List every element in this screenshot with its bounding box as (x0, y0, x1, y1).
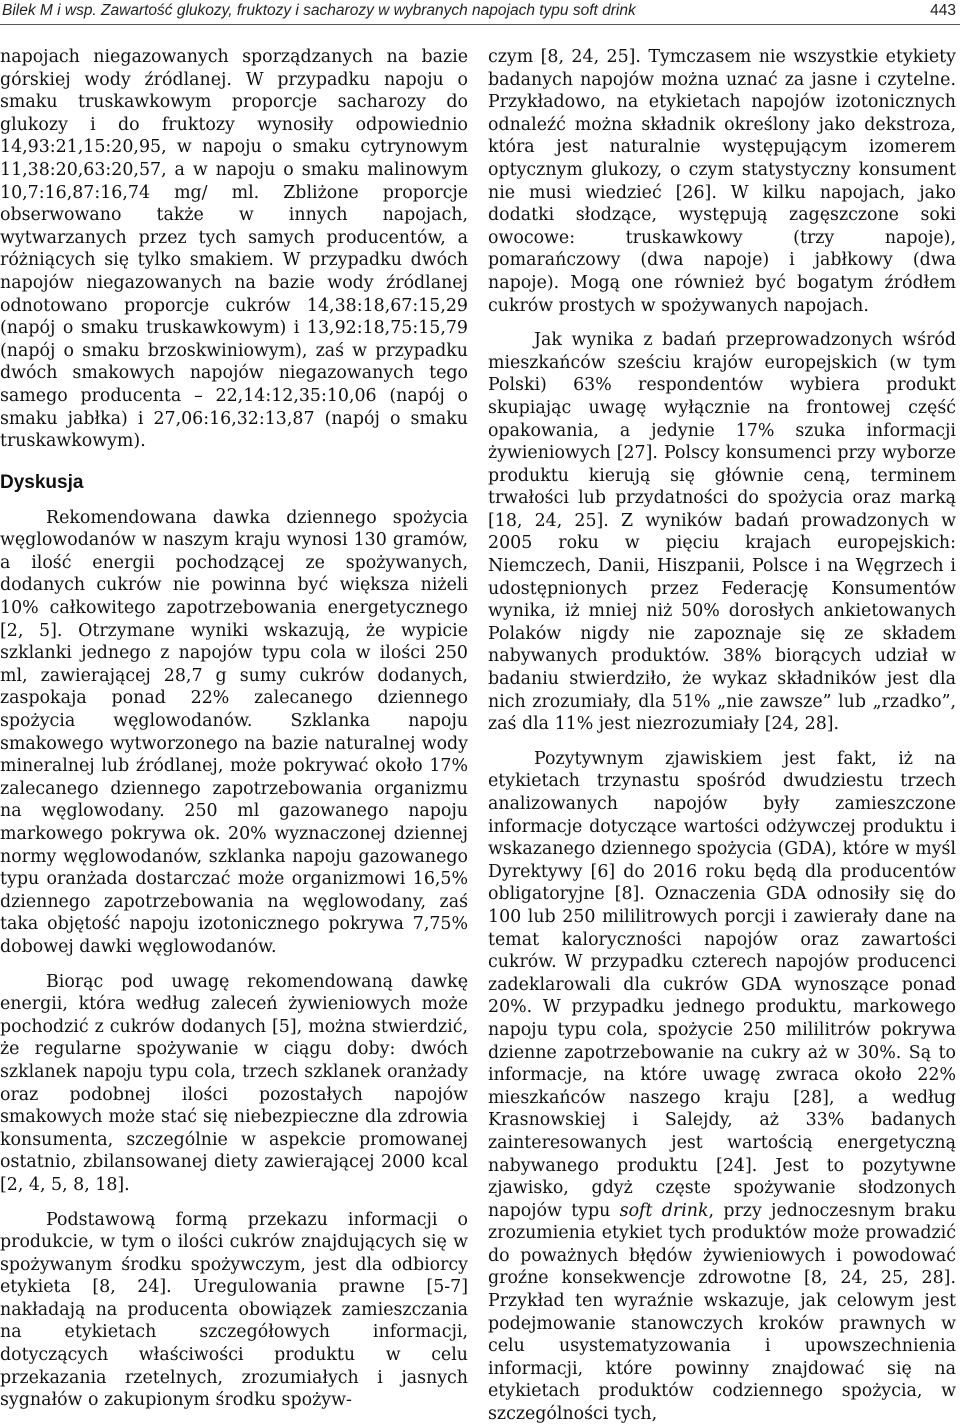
right-column (488, 46, 957, 1425)
paragraph-recommended-dose: Rekomendowana dawka dziennego spożycia węglowodanów w naszym kraju wynosi 130 gramów, a ilość energii pochodzącej ze spożywanych, dodanych cukrów nie powinna być większa niżeli 10% całkowitego zapotrzebowania energetycznego [2, 5]. Otrzymane wyniki wskazują, że wypicie szklanki jednego z napojów typu cola w ilości 250 ml, zawierającej 28,7 g sumy cukrów dodanych, zaspokaja ponad 22% zalecanego dziennego spożycia węglowodanów. Szklanka napoju smakowego wytworzonego na bazie naturalnej wody mineralnej lub źródlanej, może pokrywać około 17% zalecanego dziennego zapotrzebowania organizmu na węglowodany. 250 ml gazowanego napoju markowego pokrywa ok. 20% wyznaczonej dziennej normy węglowodanów, szklanka napoju gazowanego typu oranżada dostarczać może organizmowi 16,5% dziennego zapotrzebowania na węglowodany, zaś taka objętość napoju izotonicznego pokrywa 7,75% dobowej dawki węglowodanów. (0, 507, 468, 957)
section-heading-discussion: Dyskusja (0, 471, 84, 493)
header-divider (0, 24, 960, 25)
paragraph-gda-labels (488, 748, 956, 1426)
running-title: Bilek M i wsp. Zawartość glukozy, fruktozy i sacharozy w wybranych napojach typu soft drink (2, 2, 636, 19)
paragraph-energy-intake: Biorąc pod uwagę rekomendowaną dawkę energii, która według zaleceń żywieniowych może pochodzić z cukrów dodanych [5], można stwierdzić, że regularne spożywanie w ciągu doby: dwóch szklanek napoju typu cola, trzech szklanek oranżady oraz podobnej ilości pozostałych napojów smakowych może stać się niebezpieczne dla zdrowia konsumenta, szczególnie w aspekcie promowanej ostatnio, zbilansowanej diety zawierającej 2000 kcal [2, 4, 5, 8, 18]. (0, 971, 468, 1195)
paragraph-results-continued: napojach niegazowanych sporządzanych na bazie górskiej wody źródlanej. W przypadku napoju o smaku truskawkowym proporcje sacharozy do glukozy i do fruktozy wynosiły odpowiednio 14,93:21,15:20,95, w napoju o smaku cytrynowym 11,38:20,63:20,57, a w napoju o smaku malinowym 10,7:16,87:16,74 mg/ ml. Zbliżone proporcje obserwowano także w innych napojach, wytwarzanych przez tych samych producentów, a różniących się tylko smakiem. W przypadku dwóch napojów niegazowanych na bazie wody źródlanej odnotowano proporcje cukrów 14,38:18,67:15,29 (napój o smaku truskawkowym) i 13,92:18,75:15,79 (napój o smaku brzoskwiniowym), zaś w przypadku dwóch smakowych napojów niegazowanych tego samego producenta – 22,14:12,35:10,06 (napój o smaku jabłka) i 27,06:16,32:13,87 (napój o smaku truskawkowym). (0, 47, 468, 452)
gda-text-part-1: Pozytywnym zjawiskiem jest fakt, iż na etykietach trzynastu spośród dwudziestu trzech analizowanych napojów były zamieszczone informacje dotyczące wartości odżywczej produktu i wskazanego dziennego spożycia (GDA), które w myśl Dyrektywy [6] do 2016 roku będą dla producentów obligatoryjne [8]. Oznaczenia GDA odnosiły się do 100 lub 250 mililitrowych porcji i zawierały dane na temat kaloryczności napojów oraz zawartości cukrów. W przypadku czterech napojów producenci zadeklarowali dla cukrów GDA wynoszące ponad 20%. W przypadku jednego produktu, markowego napoju typu cola, spożycie 250 mililitrów pokrywa dzienne zapotrzebowanie na cukry aż w 30%. Są to informacje, na które uwagę zwraca około 22% mieszkańców naszego kraju [28], a według Krasnowskiej i Salejdy, aż 33% badanych zainteresowanych jest wartością energetyczną nabywanego produktu [24]. Jest to pozytywne zjawisko, gdyż częste spożywanie słodzonych napojów typu (488, 748, 956, 1221)
paragraph-label-clarity: czym [8, 24, 25]. Tymczasem nie wszystkie etykiety badanych napojów można uznać za jasne i czytelne. Przykładowo, na etykietach napojów izotonicznych odnaleźć można składnik określony jako dekstroza, która jest naturalnie występującym izomerem optycznym glukozy, o czym statystyczny konsument nie musi wiedzieć [26]. W kilku napojach, jako dodatki słodzące, występują zagęszczone soki owocowe: truskawkowy (trzy napoje), pomarańczowy (dwa napoje) i jabłkowy (dwa napoje). Mogą one również być bogatym źródłem cukrów prostych w spożywanych napojach. (488, 47, 956, 316)
running-header (0, 0, 960, 26)
left-column (0, 46, 468, 1411)
paragraph-consumer-survey: Jak wynika z badań przeprowadzonych wśród mieszkańców sześciu krajów europejskich (w tym Polski) 63% respondentów wybiera produkt skupiając uwagę wyłącznie na frontowej część opakowania, a jedynie 17% szuka informacji żywieniowych [27]. Polscy konsumenci przy wyborze produktu kierują się głównie ceną, terminem trwałości lub przydatności do spożycia oraz marką [18, 24, 25]. Z wyników badań prowadzonych w 2005 roku w pięciu krajach europejskich: Niemczech, Danii, Hiszpanii, Polsce i na Węgrzech i udostępnionych przez Federację Konsumentów wynika, iż mniej niż 50% dorosłych ankietowanych Polaków nigdy nie zapoznaje się ze składem nabywanych produktów. 38% biorących udział w badaniu stwierdziło, że wykaz składników jest dla nich zrozumiały, dla 51% „nie zawsze” lub „rzadko”, zaś dla 11% jest niezrozumiały [24, 28]. (488, 330, 956, 735)
soft-drink-term: soft drink (619, 1200, 709, 1221)
page-number: 443 (930, 2, 956, 19)
gda-text-part-2: , przy jednoczesnym braku zrozumienia etykiet tych produktów może prowadzić do poważnych błędów żywieniowych i powodować groźne konsekwencje zdrowotne [8, 24, 25, 28]. Przykład ten wyraźnie wskazuje, jak celowym jest podejmowanie stanowczych kroków prawnych w celu usystematyzowania i upowszechnienia informacji, które powinny znajdować się na etykietach produktów codziennego spożycia, w szczególności tych, (488, 1200, 957, 1425)
paragraph-label-information: Podstawową formą przekazu informacji o produkcie, w tym o ilości cukrów znajdujących się w spożywanym środku spożywczym, jest dla odbiorcy etykieta [8, 24]. Uregulowania prawne [5-7] nakładają na producenta obowiązek zamieszczania na etykietach szczegółowych informacji, dotyczących właściwości produktu w celu przekazania rzetelnych, zrozumiałych i jasnych sygnałów o zakupionym środku spożyw- (0, 1209, 468, 1411)
